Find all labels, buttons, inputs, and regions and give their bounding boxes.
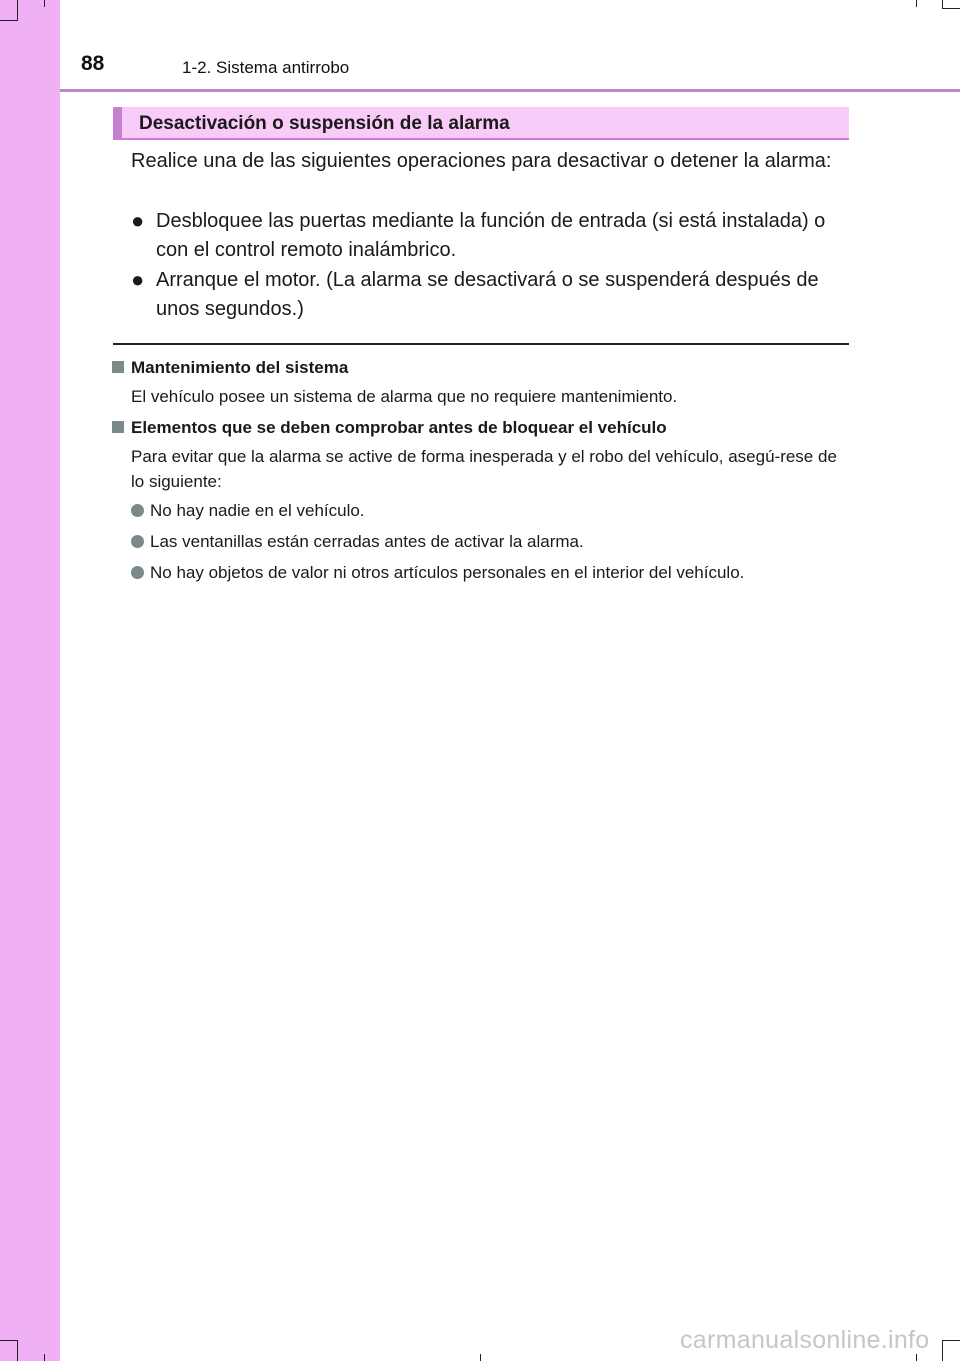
circle-bullet-icon	[131, 535, 144, 548]
check-item-text: No hay objetos de valor ni otros artículos personales en el interior del vehículo.	[150, 563, 745, 582]
square-bullet-icon	[112, 361, 124, 373]
page-number: 88	[81, 52, 105, 75]
crop-mark-bottom-right-v	[942, 1340, 943, 1361]
section-heading-bar	[113, 107, 849, 140]
check-item-text: No hay nadie en el vehículo.	[150, 501, 365, 520]
check-item	[131, 532, 584, 552]
crop-mark-top-right-tick	[916, 0, 917, 7]
crop-mark-top-left-v	[17, 0, 18, 20]
chapter-title: 1-2. Sistema antirrobo	[182, 58, 350, 77]
circle-bullet-icon	[131, 566, 144, 579]
section-divider	[113, 343, 849, 345]
crop-mark-bottom-right-tick	[916, 1354, 917, 1361]
circle-bullet-icon	[131, 504, 144, 517]
bullet-icon: ●	[131, 208, 145, 233]
check-item	[131, 563, 744, 583]
section-intro: Realice una de las siguientes operaciones para desactivar o detener la alarma:	[131, 150, 832, 172]
crop-mark-bottom-center-tick	[480, 1354, 481, 1361]
check-item-text: Las ventanillas están cerradas antes de activar la alarma.	[150, 532, 584, 551]
info-text-checks: Para evitar que la alarma se active de forma inesperada y el robo del vehículo, asegú-rese de lo siguiente:	[131, 447, 837, 491]
header-rule	[60, 89, 960, 92]
square-bullet-icon	[112, 421, 124, 433]
crop-mark-top-left	[0, 20, 18, 21]
info-heading-maintenance	[112, 358, 348, 378]
info-text-maintenance: El vehículo posee un sistema de alarma que no requiere mantenimiento.	[131, 387, 678, 406]
crop-mark-bottom-left	[0, 1340, 18, 1341]
watermark: carmanualsonline.info	[680, 1326, 930, 1354]
side-color-band	[0, 0, 60, 1361]
crop-mark-top-right-v	[942, 0, 943, 9]
info-heading-text: Mantenimiento del sistema	[131, 358, 349, 377]
crop-mark-bottom-left-v	[17, 1340, 18, 1361]
crop-mark-bottom-left-tick	[44, 1354, 45, 1361]
bullet-icon: ●	[131, 267, 145, 292]
info-heading-checks	[112, 418, 667, 438]
info-heading-text: Elementos que se deben comprobar antes de bloquear el vehículo	[131, 418, 667, 437]
crop-mark-bottom-right	[942, 1340, 960, 1341]
list-item-text: Desbloquee las puertas mediante la función de entrada (si está instalada) o con el control remoto inalámbrico.	[156, 210, 826, 261]
check-item	[131, 501, 365, 521]
crop-mark-top-left-tick	[44, 0, 45, 7]
section-title: Desactivación o suspensión de la alarma	[139, 113, 510, 134]
list-item-text: Arranque el motor. (La alarma se desactivará o se suspenderá después de unos segundos.)	[156, 269, 819, 320]
crop-mark-top-right	[942, 8, 960, 9]
